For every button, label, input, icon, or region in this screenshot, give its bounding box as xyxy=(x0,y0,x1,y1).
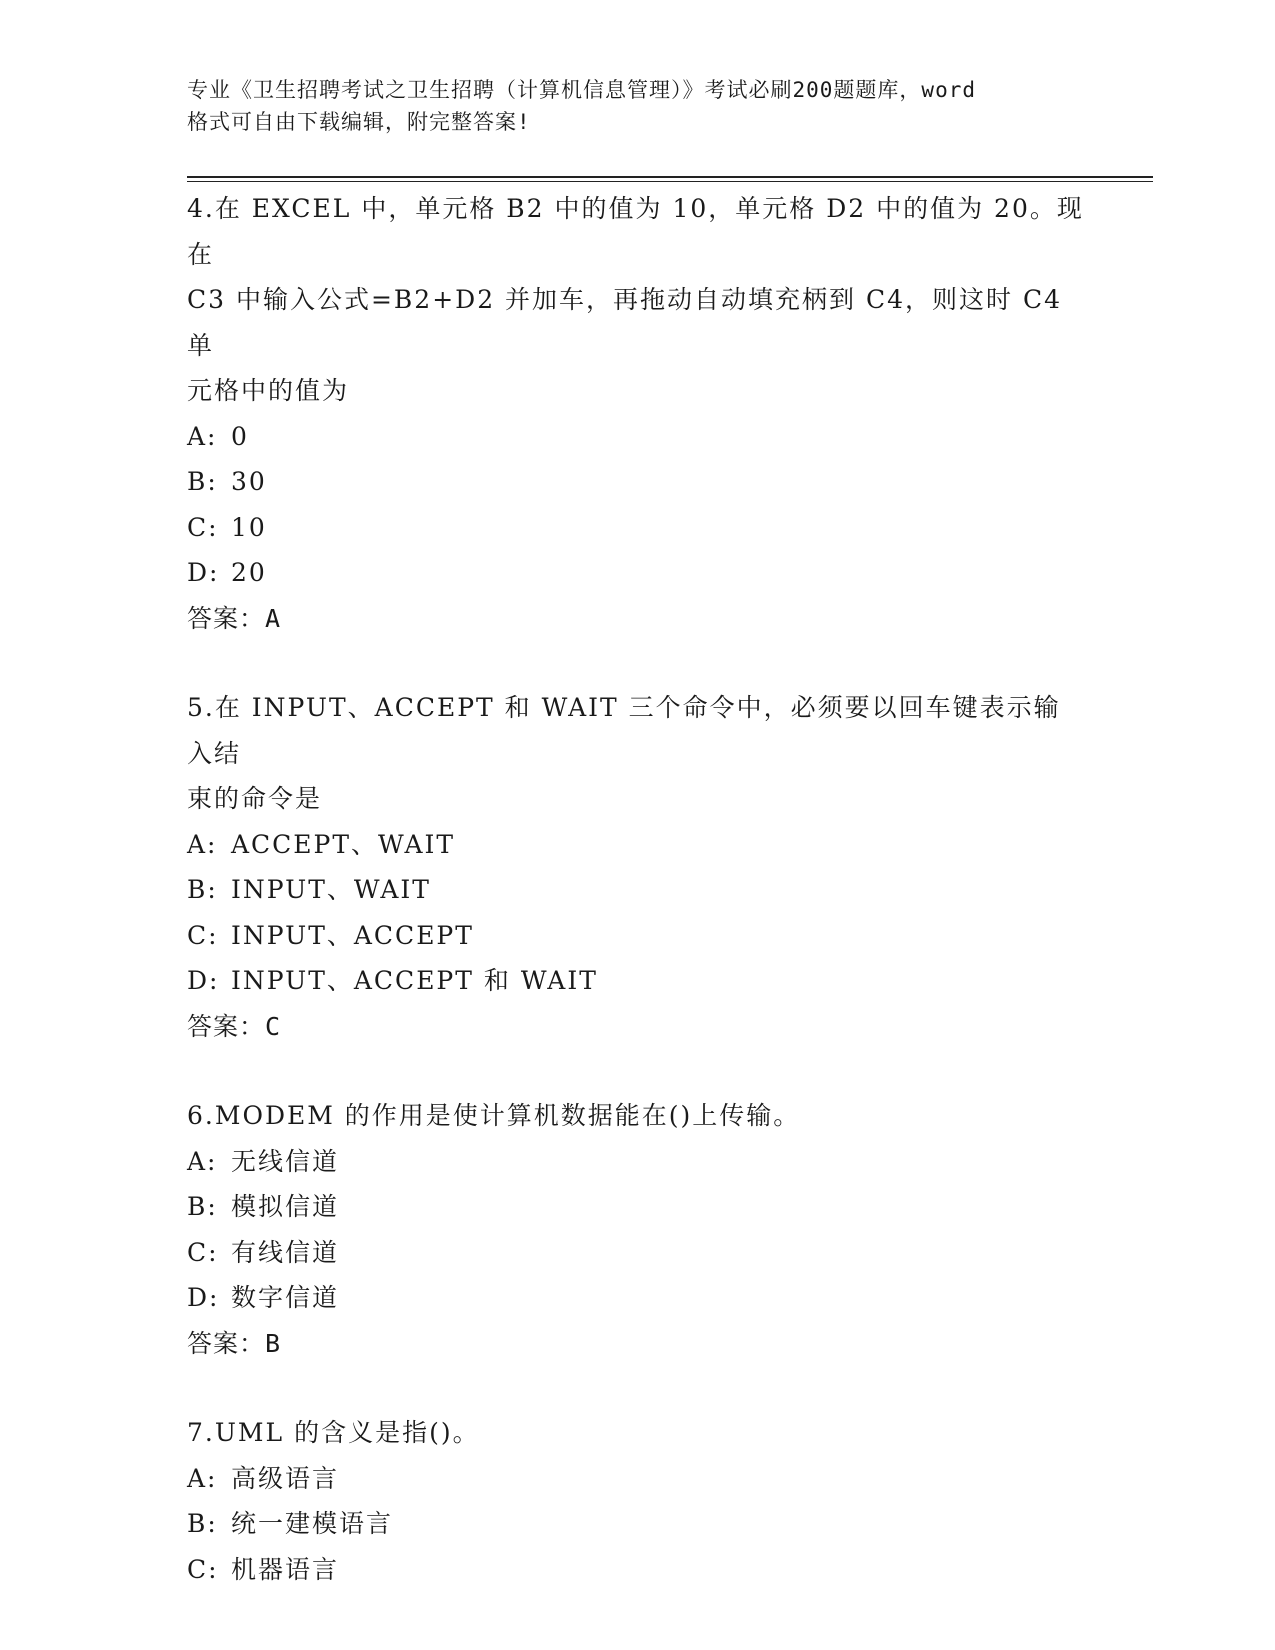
option-a: A: ACCEPT、WAIT xyxy=(187,829,456,859)
option-c: C: 10 xyxy=(187,512,267,542)
header-divider xyxy=(187,176,1153,182)
option-b: B: 30 xyxy=(187,467,267,496)
option-c: C: 机器语言 xyxy=(187,1554,340,1584)
question-text: 7.UML 的含义是指()。 xyxy=(187,1418,480,1447)
document-header xyxy=(187,74,1087,138)
option-c: C: 有线信道 xyxy=(187,1237,340,1267)
header-line-2: 格式可自由下载编辑，附完整答案! xyxy=(187,110,531,134)
answer-line: 答案：A xyxy=(187,603,282,633)
question-list xyxy=(187,186,1157,1636)
answer-line: 答案：C xyxy=(187,1011,282,1041)
answer-line: 答案：B xyxy=(187,1328,282,1358)
option-b: B: 模拟信道 xyxy=(187,1192,340,1221)
option-d: D: INPUT、ACCEPT 和 WAIT xyxy=(187,966,598,995)
option-b: B: INPUT、WAIT xyxy=(187,875,431,904)
question-7 xyxy=(187,1410,1157,1592)
option-c: C: INPUT、ACCEPT xyxy=(187,920,474,950)
option-d: D: 数字信道 xyxy=(187,1283,340,1312)
question-text: 5.在 INPUT、ACCEPT 和 WAIT 三个命令中，必须要以回车键表示输入结 束的命令是 xyxy=(187,693,1061,813)
question-5 xyxy=(187,685,1157,1049)
header-line-1: 专业《卫生招聘考试之卫生招聘（计算机信息管理）》考试必刷200题题库，word xyxy=(187,78,976,102)
question-4 xyxy=(187,186,1157,641)
option-a: A: 无线信道 xyxy=(187,1146,340,1176)
question-text: 4.在 EXCEL 中，单元格 B2 中的值为 10，单元格 D2 中的值为 20。现在 C3 中输入公式=B2+D2 并加车，再拖动自动填充柄到 C4，则这时 C4 单 元格中的值为 xyxy=(187,194,1084,405)
option-d: D: 20 xyxy=(187,558,267,587)
option-a: A: 高级语言 xyxy=(187,1463,340,1493)
option-b: B: 统一建模语言 xyxy=(187,1509,394,1538)
option-a: A: 0 xyxy=(187,421,249,451)
question-6 xyxy=(187,1093,1157,1366)
question-text: 6.MODEM 的作用是使计算机数据能在()上传输。 xyxy=(187,1101,801,1130)
